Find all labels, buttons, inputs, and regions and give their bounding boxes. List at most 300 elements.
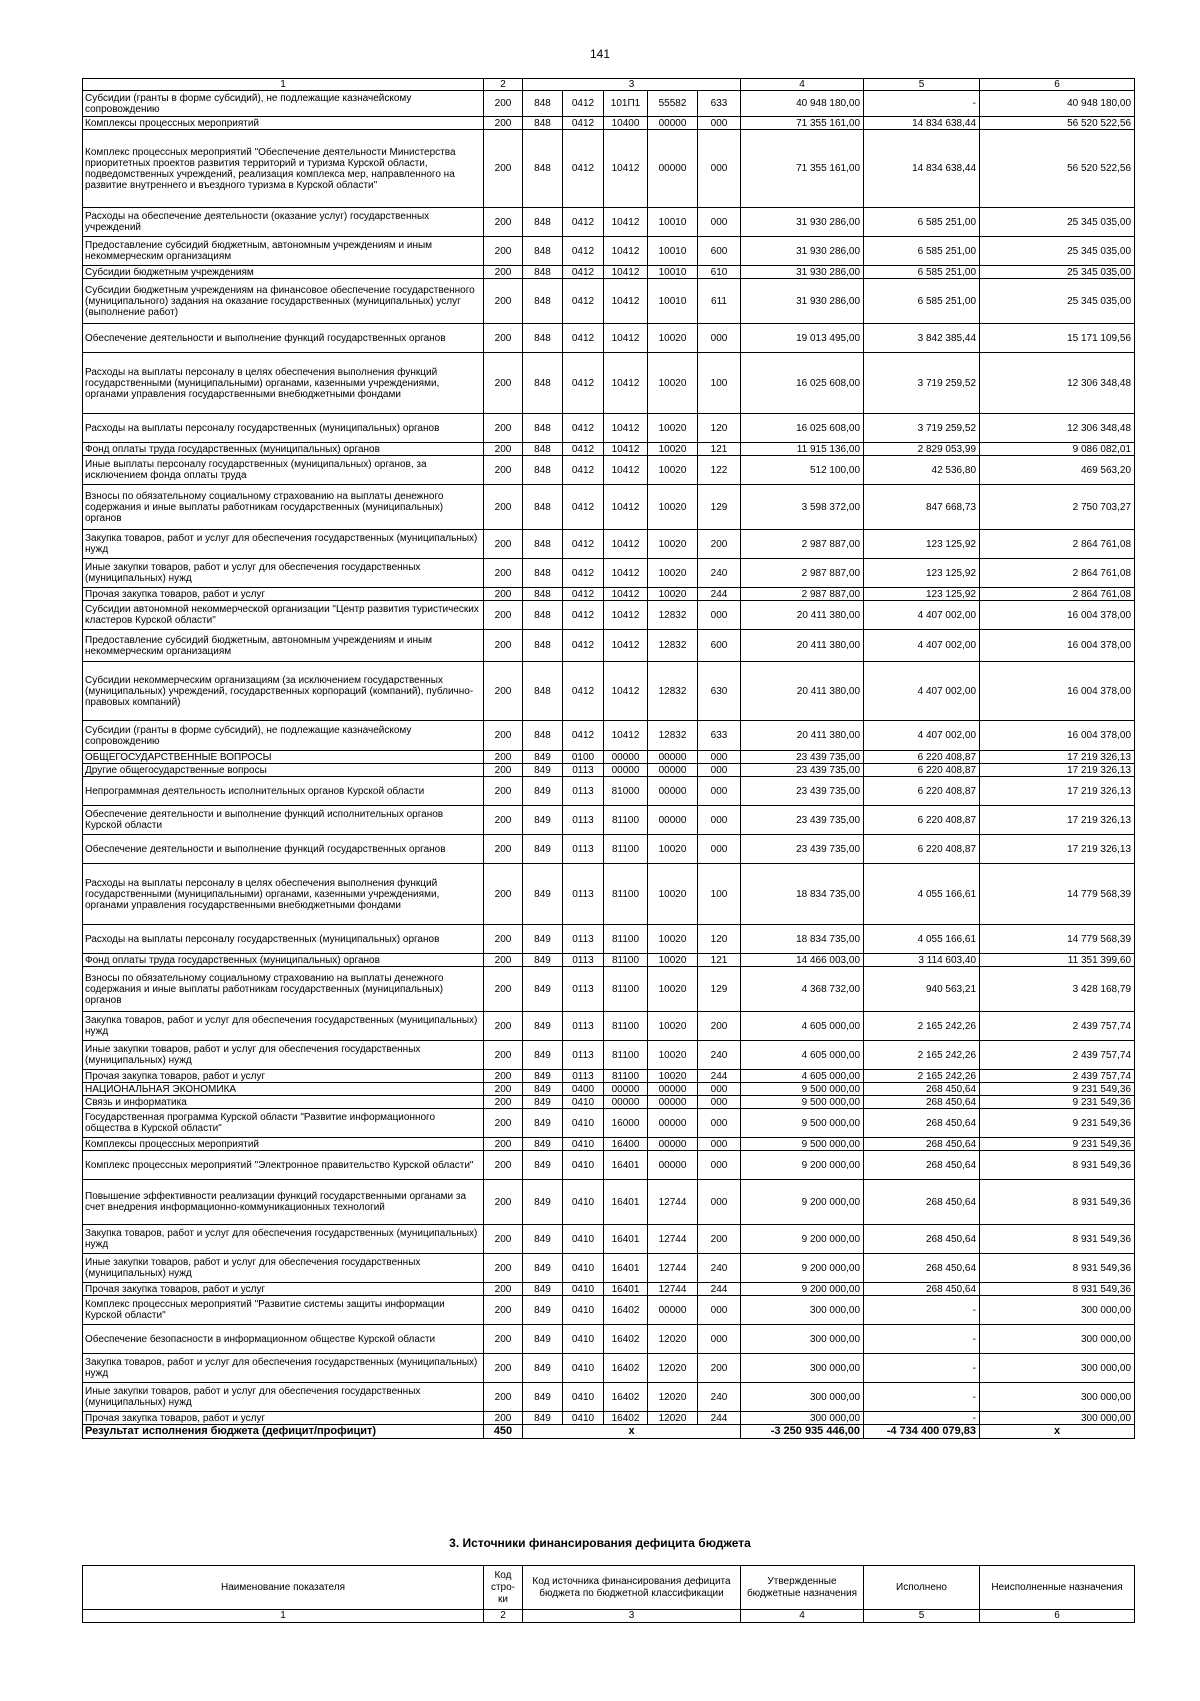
- row-program-code: 16402: [604, 1296, 648, 1325]
- row-expense-type: 244: [698, 1412, 741, 1425]
- row-expense-type: 630: [698, 662, 741, 721]
- row-approved: 9 200 000,00: [741, 1283, 864, 1296]
- row-line-code: 200: [484, 864, 523, 925]
- row-admin-code: 849: [523, 777, 563, 806]
- row-admin-code: 848: [523, 559, 563, 588]
- result-unexecuted: x: [980, 1425, 1135, 1439]
- row-approved: 16 025 608,00: [741, 353, 864, 414]
- row-approved: 23 439 735,00: [741, 764, 864, 777]
- row-approved: 23 439 735,00: [741, 835, 864, 864]
- result-code: x: [523, 1425, 741, 1439]
- row-section-code: 0113: [563, 954, 604, 967]
- row-executed: 6 220 408,87: [864, 777, 980, 806]
- row-expense-type: 000: [698, 601, 741, 630]
- row-admin-code: 848: [523, 662, 563, 721]
- table-row: [83, 117, 1135, 130]
- row-section-code: 0412: [563, 353, 604, 414]
- row-executed: -: [864, 1354, 980, 1383]
- row-executed: 268 450,64: [864, 1283, 980, 1296]
- row-section-code: 0113: [563, 1070, 604, 1083]
- table-row: [83, 1412, 1135, 1425]
- row-executed: 6 220 408,87: [864, 806, 980, 835]
- sources-header-row: [83, 1566, 1135, 1610]
- sources-header-line-code: Код стро- ки: [484, 1566, 523, 1610]
- col-number-2: 2: [484, 79, 523, 91]
- row-line-code: 200: [484, 1138, 523, 1151]
- row-section-code: 0410: [563, 1412, 604, 1425]
- row-line-code: 200: [484, 1296, 523, 1325]
- row-executed: 6 585 251,00: [864, 279, 980, 324]
- row-direction-code: 12020: [648, 1383, 698, 1412]
- row-name: Иные закупки товаров, работ и услуг для обеспечения государственных (муниципальных) нужд: [83, 1254, 484, 1283]
- row-section-code: 0412: [563, 130, 604, 208]
- row-admin-code: 849: [523, 925, 563, 954]
- row-unexecuted: 300 000,00: [980, 1412, 1135, 1425]
- table-row: [83, 1325, 1135, 1354]
- row-direction-code: 12832: [648, 630, 698, 662]
- row-expense-type: 600: [698, 630, 741, 662]
- row-section-code: 0412: [563, 485, 604, 530]
- row-direction-code: 10020: [648, 414, 698, 443]
- row-name: Субсидии (гранты в форме субсидий), не подлежащие казначейскому сопровождению: [83, 721, 484, 751]
- row-program-code: 16401: [604, 1283, 648, 1296]
- row-direction-code: 00000: [648, 764, 698, 777]
- table-row: [83, 443, 1135, 456]
- row-approved: 2 987 887,00: [741, 559, 864, 588]
- table-row: [83, 1012, 1135, 1041]
- col-number-3: 3: [523, 79, 741, 91]
- row-program-code: 10412: [604, 414, 648, 443]
- row-program-code: 10412: [604, 530, 648, 559]
- row-executed: 6 585 251,00: [864, 208, 980, 237]
- row-section-code: 0412: [563, 414, 604, 443]
- row-program-code: 81100: [604, 967, 648, 1012]
- row-name: Обеспечение деятельности и выполнение функций исполнительных органов Курской области: [83, 806, 484, 835]
- row-program-code: 10412: [604, 279, 648, 324]
- row-line-code: 200: [484, 485, 523, 530]
- row-executed: -: [864, 1383, 980, 1412]
- row-unexecuted: 469 563,20: [980, 456, 1135, 485]
- row-admin-code: 848: [523, 485, 563, 530]
- column-number-row: [83, 79, 1135, 91]
- row-approved: 31 930 286,00: [741, 237, 864, 266]
- row-expense-type: 240: [698, 1254, 741, 1283]
- row-admin-code: 848: [523, 530, 563, 559]
- row-executed: 4 407 002,00: [864, 721, 980, 751]
- row-admin-code: 849: [523, 1296, 563, 1325]
- row-section-code: 0410: [563, 1151, 604, 1180]
- row-approved: 20 411 380,00: [741, 662, 864, 721]
- row-name: Расходы на выплаты персоналу государственных (муниципальных) органов: [83, 414, 484, 443]
- row-program-code: 10412: [604, 588, 648, 601]
- row-executed: 6 585 251,00: [864, 266, 980, 279]
- row-section-code: 0412: [563, 601, 604, 630]
- row-expense-type: 240: [698, 1041, 741, 1070]
- row-name: Закупка товаров, работ и услуг для обеспечения государственных (муниципальных) нужд: [83, 530, 484, 559]
- table-row: [83, 864, 1135, 925]
- row-unexecuted: 8 931 549,36: [980, 1225, 1135, 1254]
- row-direction-code: 12744: [648, 1225, 698, 1254]
- row-admin-code: 849: [523, 1138, 563, 1151]
- row-line-code: 200: [484, 601, 523, 630]
- row-name: Закупка товаров, работ и услуг для обеспечения государственных (муниципальных) нужд: [83, 1012, 484, 1041]
- row-admin-code: 848: [523, 266, 563, 279]
- row-unexecuted: 2 864 761,08: [980, 588, 1135, 601]
- row-executed: 3 719 259,52: [864, 414, 980, 443]
- sources-number-1: 1: [83, 1610, 484, 1623]
- row-section-code: 0113: [563, 1041, 604, 1070]
- row-executed: 42 536,80: [864, 456, 980, 485]
- row-admin-code: 848: [523, 601, 563, 630]
- row-expense-type: 244: [698, 588, 741, 601]
- row-line-code: 200: [484, 530, 523, 559]
- row-approved: 9 500 000,00: [741, 1096, 864, 1109]
- row-unexecuted: 25 345 035,00: [980, 279, 1135, 324]
- row-expense-type: 000: [698, 1138, 741, 1151]
- row-section-code: 0113: [563, 1012, 604, 1041]
- table-row: [83, 835, 1135, 864]
- row-approved: 9 500 000,00: [741, 1138, 864, 1151]
- table-row: [83, 806, 1135, 835]
- row-unexecuted: 16 004 378,00: [980, 721, 1135, 751]
- row-name: Комплекс процессных мероприятий "Электронное правительство Курской области": [83, 1151, 484, 1180]
- row-executed: 268 450,64: [864, 1109, 980, 1138]
- row-unexecuted: 8 931 549,36: [980, 1254, 1135, 1283]
- row-line-code: 200: [484, 662, 523, 721]
- row-executed: 6 585 251,00: [864, 237, 980, 266]
- row-executed: 4 055 166,61: [864, 925, 980, 954]
- table-row: [83, 1151, 1135, 1180]
- row-program-code: 10412: [604, 266, 648, 279]
- row-direction-code: 10010: [648, 279, 698, 324]
- row-name: Обеспечение безопасности в информационном обществе Курской области: [83, 1325, 484, 1354]
- row-section-code: 0410: [563, 1283, 604, 1296]
- row-admin-code: 848: [523, 443, 563, 456]
- row-admin-code: 849: [523, 835, 563, 864]
- row-approved: 40 948 180,00: [741, 91, 864, 117]
- row-approved: 9 500 000,00: [741, 1083, 864, 1096]
- row-name: Прочая закупка товаров, работ и услуг: [83, 1283, 484, 1296]
- row-direction-code: 12744: [648, 1180, 698, 1225]
- row-expense-type: 610: [698, 266, 741, 279]
- row-unexecuted: 2 864 761,08: [980, 559, 1135, 588]
- table-row: [83, 1083, 1135, 1096]
- row-direction-code: 10020: [648, 530, 698, 559]
- row-executed: 268 450,64: [864, 1083, 980, 1096]
- row-line-code: 200: [484, 967, 523, 1012]
- row-approved: 20 411 380,00: [741, 721, 864, 751]
- row-line-code: 200: [484, 353, 523, 414]
- row-line-code: 200: [484, 1096, 523, 1109]
- row-unexecuted: 300 000,00: [980, 1325, 1135, 1354]
- table-row: [83, 279, 1135, 324]
- row-program-code: 10412: [604, 721, 648, 751]
- row-approved: 300 000,00: [741, 1383, 864, 1412]
- row-name: Комплексы процессных мероприятий: [83, 1138, 484, 1151]
- row-unexecuted: 14 779 568,39: [980, 864, 1135, 925]
- row-name: Предоставление субсидий бюджетным, автономным учреждениям и иным некоммерческим организациям: [83, 630, 484, 662]
- row-program-code: 10412: [604, 456, 648, 485]
- row-section-code: 0410: [563, 1354, 604, 1383]
- row-program-code: 10412: [604, 237, 648, 266]
- row-executed: 123 125,92: [864, 559, 980, 588]
- row-approved: 2 987 887,00: [741, 588, 864, 601]
- row-name: НАЦИОНАЛЬНАЯ ЭКОНОМИКА: [83, 1083, 484, 1096]
- row-direction-code: 00000: [648, 751, 698, 764]
- row-section-code: 0113: [563, 806, 604, 835]
- row-program-code: 10400: [604, 117, 648, 130]
- row-section-code: 0412: [563, 266, 604, 279]
- table-row: [83, 1096, 1135, 1109]
- row-direction-code: 10020: [648, 1041, 698, 1070]
- table-row: [83, 601, 1135, 630]
- row-program-code: 10412: [604, 662, 648, 721]
- row-direction-code: 10010: [648, 266, 698, 279]
- row-unexecuted: 11 351 399,60: [980, 954, 1135, 967]
- row-executed: 268 450,64: [864, 1180, 980, 1225]
- row-unexecuted: 25 345 035,00: [980, 237, 1135, 266]
- table-row: [83, 237, 1135, 266]
- row-expense-type: 000: [698, 835, 741, 864]
- row-line-code: 200: [484, 1254, 523, 1283]
- row-direction-code: 00000: [648, 1083, 698, 1096]
- row-program-code: 10412: [604, 324, 648, 353]
- row-approved: 9 200 000,00: [741, 1254, 864, 1283]
- row-section-code: 0113: [563, 777, 604, 806]
- row-section-code: 0113: [563, 864, 604, 925]
- deficit-sources-table: [82, 1565, 1135, 1623]
- row-admin-code: 848: [523, 353, 563, 414]
- row-program-code: 16000: [604, 1109, 648, 1138]
- table-row: [83, 530, 1135, 559]
- result-approved: -3 250 935 446,00: [741, 1425, 864, 1439]
- row-admin-code: 848: [523, 91, 563, 117]
- row-program-code: 81100: [604, 1070, 648, 1083]
- row-direction-code: 12020: [648, 1412, 698, 1425]
- row-line-code: 200: [484, 1180, 523, 1225]
- row-section-code: 0412: [563, 117, 604, 130]
- row-expense-type: 121: [698, 954, 741, 967]
- row-direction-code: 12744: [648, 1254, 698, 1283]
- row-program-code: 81100: [604, 925, 648, 954]
- row-admin-code: 849: [523, 1225, 563, 1254]
- row-direction-code: 00000: [648, 806, 698, 835]
- row-section-code: 0113: [563, 925, 604, 954]
- row-approved: 9 500 000,00: [741, 1109, 864, 1138]
- row-direction-code: 00000: [648, 117, 698, 130]
- table-row: [83, 485, 1135, 530]
- row-admin-code: 849: [523, 1412, 563, 1425]
- row-expense-type: 000: [698, 1083, 741, 1096]
- row-unexecuted: 300 000,00: [980, 1383, 1135, 1412]
- row-unexecuted: 9 231 549,36: [980, 1083, 1135, 1096]
- table-row: [83, 1070, 1135, 1083]
- row-admin-code: 849: [523, 1383, 563, 1412]
- row-section-code: 0412: [563, 237, 604, 266]
- row-line-code: 200: [484, 324, 523, 353]
- row-name: Субсидии некоммерческим организациям (за исключением государственных (муниципальных) учреждений, государственных корпораций (компаний), публично-правовых компаний): [83, 662, 484, 721]
- row-expense-type: 000: [698, 777, 741, 806]
- row-name: Предоставление субсидий бюджетным, автономным учреждениям и иным некоммерческим организациям: [83, 237, 484, 266]
- row-executed: -: [864, 1325, 980, 1354]
- row-name: Связь и информатика: [83, 1096, 484, 1109]
- row-expense-type: 000: [698, 324, 741, 353]
- row-admin-code: 848: [523, 456, 563, 485]
- row-name: Фонд оплаты труда государственных (муниципальных) органов: [83, 443, 484, 456]
- row-admin-code: 849: [523, 751, 563, 764]
- row-section-code: 0410: [563, 1138, 604, 1151]
- row-name: Обеспечение деятельности и выполнение функций государственных органов: [83, 835, 484, 864]
- section-title: 3. Источники финансирования дефицита бюджета: [449, 1536, 751, 1550]
- row-line-code: 200: [484, 1383, 523, 1412]
- row-name: Взносы по обязательному социальному страхованию на выплаты денежного содержания и иные выплаты работникам государственных (муниципальных) органов: [83, 485, 484, 530]
- row-line-code: 200: [484, 588, 523, 601]
- row-admin-code: 849: [523, 806, 563, 835]
- row-unexecuted: 9 231 549,36: [980, 1138, 1135, 1151]
- row-executed: 847 668,73: [864, 485, 980, 530]
- row-admin-code: 849: [523, 1354, 563, 1383]
- table-row: [83, 1225, 1135, 1254]
- row-expense-type: 633: [698, 91, 741, 117]
- row-approved: 19 013 495,00: [741, 324, 864, 353]
- row-expense-type: 129: [698, 485, 741, 530]
- row-line-code: 200: [484, 414, 523, 443]
- row-name: Субсидии (гранты в форме субсидий), не подлежащие казначейскому сопровождению: [83, 91, 484, 117]
- row-expense-type: 000: [698, 208, 741, 237]
- row-line-code: 200: [484, 1070, 523, 1083]
- row-line-code: 200: [484, 777, 523, 806]
- row-unexecuted: 8 931 549,36: [980, 1283, 1135, 1296]
- row-unexecuted: 14 779 568,39: [980, 925, 1135, 954]
- row-expense-type: 000: [698, 806, 741, 835]
- row-approved: 4 605 000,00: [741, 1012, 864, 1041]
- table-row: [83, 208, 1135, 237]
- row-expense-type: 611: [698, 279, 741, 324]
- row-line-code: 200: [484, 954, 523, 967]
- row-direction-code: 00000: [648, 1096, 698, 1109]
- row-admin-code: 848: [523, 130, 563, 208]
- row-line-code: 200: [484, 266, 523, 279]
- row-name: Фонд оплаты труда государственных (муниципальных) органов: [83, 954, 484, 967]
- row-direction-code: 12020: [648, 1354, 698, 1383]
- sources-header-executed: Исполнено: [864, 1566, 980, 1610]
- row-approved: 16 025 608,00: [741, 414, 864, 443]
- table-row: [83, 559, 1135, 588]
- row-program-code: 16401: [604, 1254, 648, 1283]
- row-direction-code: 10020: [648, 864, 698, 925]
- row-unexecuted: 15 171 109,56: [980, 324, 1135, 353]
- row-program-code: 16402: [604, 1412, 648, 1425]
- row-section-code: 0412: [563, 91, 604, 117]
- row-unexecuted: 16 004 378,00: [980, 630, 1135, 662]
- row-program-code: 16401: [604, 1225, 648, 1254]
- table-row: [83, 1109, 1135, 1138]
- row-unexecuted: 3 428 168,79: [980, 967, 1135, 1012]
- row-executed: -: [864, 1296, 980, 1325]
- row-executed: 123 125,92: [864, 588, 980, 601]
- row-admin-code: 849: [523, 764, 563, 777]
- row-admin-code: 849: [523, 1096, 563, 1109]
- row-expense-type: 000: [698, 117, 741, 130]
- row-expense-type: 122: [698, 456, 741, 485]
- row-approved: 4 605 000,00: [741, 1041, 864, 1070]
- row-expense-type: 000: [698, 1109, 741, 1138]
- row-name: Прочая закупка товаров, работ и услуг: [83, 1412, 484, 1425]
- row-line-code: 200: [484, 1354, 523, 1383]
- row-unexecuted: 17 219 326,13: [980, 777, 1135, 806]
- row-direction-code: 10020: [648, 559, 698, 588]
- sources-header-unexecuted: Неисполненные назначения: [980, 1566, 1135, 1610]
- row-line-code: 200: [484, 1041, 523, 1070]
- row-direction-code: 10020: [648, 324, 698, 353]
- row-line-code: 200: [484, 835, 523, 864]
- row-name: Субсидии бюджетным учреждениям: [83, 266, 484, 279]
- row-approved: 300 000,00: [741, 1412, 864, 1425]
- sources-number-3: 3: [523, 1610, 741, 1623]
- row-direction-code: 10020: [648, 456, 698, 485]
- row-expense-type: 240: [698, 559, 741, 588]
- result-line-code: 450: [484, 1425, 523, 1439]
- row-section-code: 0410: [563, 1096, 604, 1109]
- row-direction-code: 00000: [648, 1296, 698, 1325]
- row-line-code: 200: [484, 1325, 523, 1354]
- row-program-code: 81100: [604, 835, 648, 864]
- row-program-code: 10412: [604, 601, 648, 630]
- row-unexecuted: 300 000,00: [980, 1296, 1135, 1325]
- row-program-code: 101П1: [604, 91, 648, 117]
- row-expense-type: 000: [698, 751, 741, 764]
- table-row: [83, 1254, 1135, 1283]
- row-name: Субсидии автономной некоммерческой организации "Центр развития туристических кластеров Курской области": [83, 601, 484, 630]
- table-row: [83, 1354, 1135, 1383]
- row-name: Государственная программа Курской области "Развитие информационного общества в Курской области": [83, 1109, 484, 1138]
- row-admin-code: 848: [523, 279, 563, 324]
- row-executed: 4 055 166,61: [864, 864, 980, 925]
- row-admin-code: 848: [523, 208, 563, 237]
- row-unexecuted: 16 004 378,00: [980, 662, 1135, 721]
- row-direction-code: 12020: [648, 1325, 698, 1354]
- row-direction-code: 00000: [648, 1138, 698, 1151]
- table-row: [83, 456, 1135, 485]
- row-expense-type: 100: [698, 864, 741, 925]
- table-row: [83, 588, 1135, 601]
- row-executed: 940 563,21: [864, 967, 980, 1012]
- row-admin-code: 849: [523, 1070, 563, 1083]
- row-executed: 14 834 638,44: [864, 117, 980, 130]
- row-direction-code: 10010: [648, 237, 698, 266]
- row-line-code: 200: [484, 764, 523, 777]
- sources-number-5: 5: [864, 1610, 980, 1623]
- row-direction-code: 10020: [648, 835, 698, 864]
- row-unexecuted: 8 931 549,36: [980, 1151, 1135, 1180]
- row-executed: -: [864, 91, 980, 117]
- row-section-code: 0412: [563, 324, 604, 353]
- row-name: Закупка товаров, работ и услуг для обеспечения государственных (муниципальных) нужд: [83, 1225, 484, 1254]
- row-program-code: 00000: [604, 764, 648, 777]
- row-program-code: 10412: [604, 208, 648, 237]
- row-line-code: 200: [484, 130, 523, 208]
- sources-number-6: 6: [980, 1610, 1135, 1623]
- row-expense-type: 000: [698, 1296, 741, 1325]
- sources-number-2: 2: [484, 1610, 523, 1623]
- row-section-code: 0412: [563, 559, 604, 588]
- row-line-code: 200: [484, 1083, 523, 1096]
- row-admin-code: 848: [523, 721, 563, 751]
- col-number-1: 1: [83, 79, 484, 91]
- row-name: Взносы по обязательному социальному страхованию на выплаты денежного содержания и иные выплаты работникам государственных (муниципальных) органов: [83, 967, 484, 1012]
- row-direction-code: 12744: [648, 1283, 698, 1296]
- row-direction-code: 10020: [648, 925, 698, 954]
